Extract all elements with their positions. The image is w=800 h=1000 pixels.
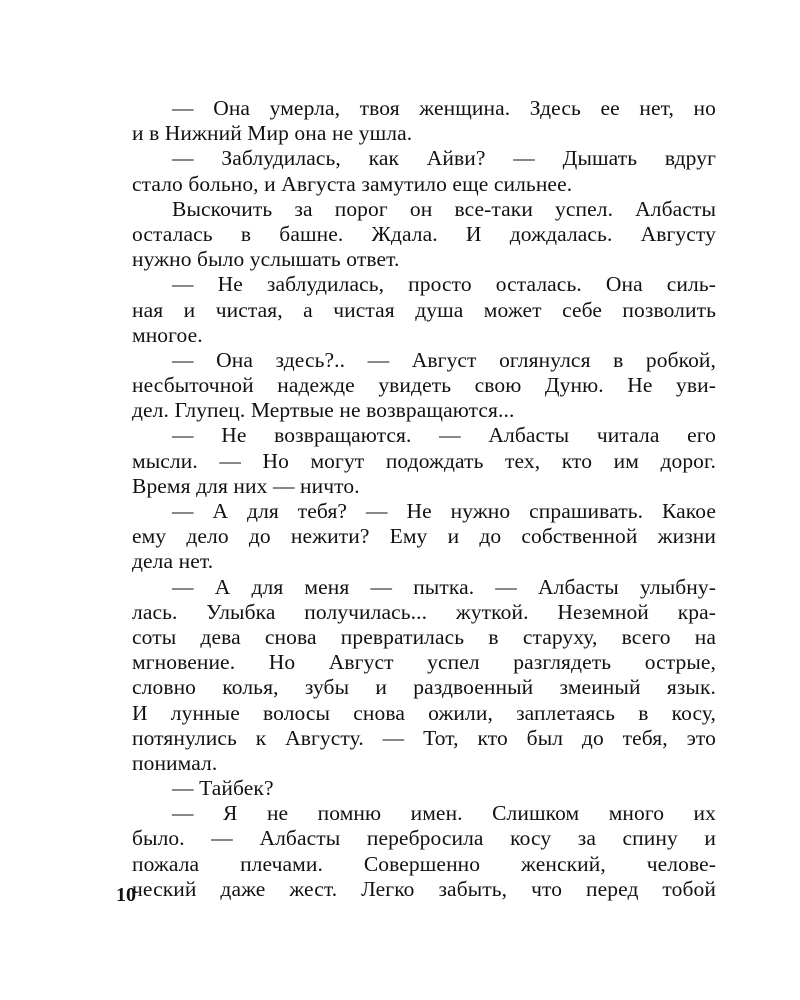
text-line: словно колья, зубы и раздвоенный змеиный язык. [132,675,716,700]
page-number: 10 [116,884,136,906]
text-line: — Тайбек? [172,776,274,801]
paragraph [132,197,716,273]
text-line: мысли. — Но могут подождать тех, кто им дорог. [132,448,716,473]
text-line: соты дева снова превратилась в старуху, всего на [132,624,716,649]
body-text [132,96,716,902]
text-line: — Не заблудилась, просто осталась. Она силь- [172,272,716,297]
text-line: — А для меня — пытка. — Албасты улыбну- [172,574,716,599]
text-line: дела нет. [132,549,214,574]
paragraph [132,272,716,348]
text-line: стало больно, и Августа замутило еще сильнее. [132,171,573,196]
paragraph [132,776,716,801]
paragraph [132,348,716,424]
text-line: — Она умерла, твоя женщина. Здесь ее нет, но [172,96,716,120]
paragraph [132,499,716,575]
text-line: и в Нижний Мир она не ушла. [132,121,413,146]
text-line: И лунные волосы снова ожили, заплетаясь в косу, [132,700,716,725]
text-line: Время для них — ничто. [132,473,360,498]
text-line: лась. Улыбка получилась... жуткой. Неземной кра- [132,599,716,624]
text-line: Выскочить за порог он все-таки успел. Албасты [172,196,716,221]
text-line: ему дело до нежити? Ему и до собственной жизни [132,524,716,549]
paragraph [132,801,716,902]
text-line: — Заблудилась, как Айви? — Дышать вдруг [172,146,716,171]
text-line: ная и чистая, а чистая душа может себе позволить [132,297,716,322]
paragraph [132,146,716,196]
text-line: нужно было услышать ответ. [132,247,400,272]
paragraph [132,423,716,499]
text-line: ческий даже жест. Легко забыть, что перед тобой [132,876,716,901]
paragraph [132,96,716,146]
text-line: несбыточной надежде увидеть свою Дуню. Не уви- [132,373,716,398]
text-line: понимал. [132,750,218,775]
text-line: пожала плечами. Совершенно женский, челове- [132,851,716,876]
text-line: было. — Албасты перебросила косу за спину и [132,826,716,851]
text-line: многое. [132,322,203,347]
text-line: мгновение. Но Август успел разглядеть острые, [132,650,716,675]
text-line: — Не возвращаются. — Албасты читала его [172,423,716,448]
text-line: — А для тебя? — Не нужно спрашивать. Какое [172,499,716,523]
paragraph [132,575,716,777]
text-line: — Я не помню имен. Слишком много их [172,801,716,826]
text-line: — Она здесь?.. — Август оглянулся в робкой, [172,347,716,372]
text-line: потянулись к Августу. — Тот, кто был до тебя, это [132,725,716,750]
text-line: дел. Глупец. Мертвые не возвращаются... [132,398,515,423]
text-line: осталась в башне. Ждала. И дождалась. Августу [132,221,716,246]
